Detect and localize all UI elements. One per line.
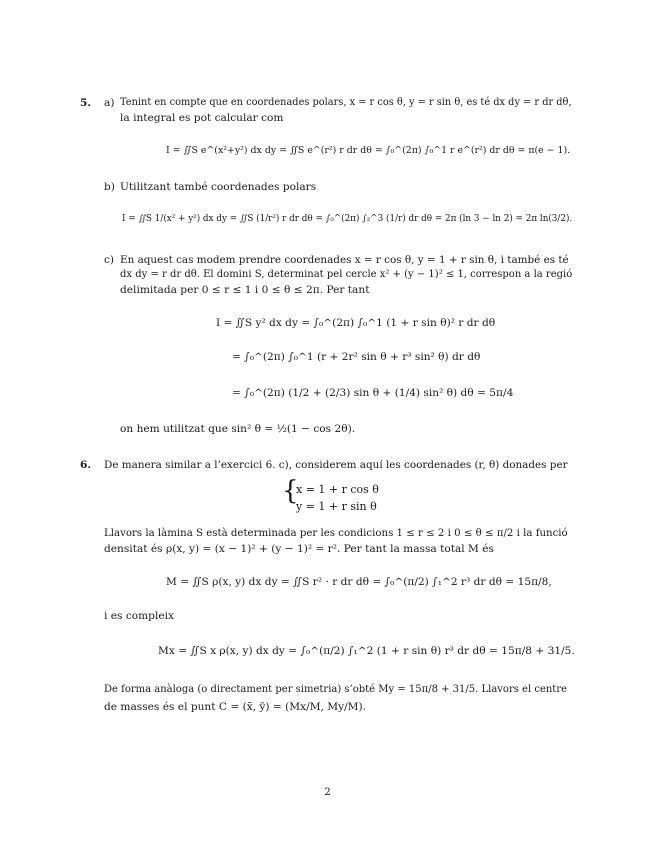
part-a-line-2: la integral es pot calcular com — [120, 112, 284, 124]
part-c-equation-2: = ∫₀^(2π) ∫₀^1 (r + 2r² sin θ + r³ sin² θ) dr dθ — [232, 351, 481, 363]
part-c-equation-1: I = ∬S y² dx dy = ∫₀^(2π) ∫₀^1 (1 + r sin θ)² r dr dθ — [216, 317, 496, 329]
part-c-note: on hem utilitzat que sin² θ = ½(1 − cos 2θ). — [120, 423, 356, 435]
page-number: 2 — [324, 786, 331, 798]
system-brace: { — [282, 476, 299, 506]
exercise-6-number: 6. — [80, 459, 92, 471]
system-equation-y: y = 1 + r sin θ — [296, 500, 377, 513]
part-b-line-1: Utilitzant també coordenades polars — [120, 181, 317, 193]
part-c-line-1: En aquest cas modem prendre coordenades x = r cos θ, y = 1 + r sin θ, i també es té — [120, 254, 569, 266]
part-a-label: a) — [104, 97, 115, 109]
part-c-line-3: delimitada per 0 ≤ r ≤ 1 i 0 ≤ θ ≤ 2π. Per tant — [120, 284, 370, 296]
part-b-label: b) — [104, 181, 115, 193]
exercise-5-number: 5. — [80, 97, 92, 109]
moment-x-equation: Mx = ∬S x ρ(x, y) dx dy = ∫₀^(π/2) ∫₁^2 (1 + r sin θ) r³ dr dθ = 15π/8 + 31/5. — [158, 645, 575, 657]
part-c-label: c) — [104, 254, 115, 266]
ex6-line-3: densitat és ρ(x, y) = (x − 1)² + (y − 1)² = r². Per tant la massa total M és — [104, 543, 494, 555]
ex6-line-4: i es compleix — [104, 610, 174, 622]
ex6-line-6: de masses és el punt C = (x̄, ȳ) = (Mx/M, My/M). — [104, 701, 367, 713]
ex6-line-1: De manera similar a l’exercici 6. c), considerem aquí les coordenades (r, θ) donades per — [104, 459, 568, 471]
mass-equation: M = ∬S ρ(x, y) dx dy = ∬S r² · r dr dθ = ∫₀^(π/2) ∫₁^2 r³ dr dθ = 15π/8, — [166, 576, 552, 588]
part-c-line-2: dx dy = r dr dθ. El domini S, determinat pel cercle x² + (y − 1)² ≤ 1, correspon a la regió — [120, 269, 573, 280]
part-b-equation: I = ∬S 1/(x² + y²) dx dy = ∬S (1/r²) r dr dθ = ∫₀^(2π) ∫₂^3 (1/r) dr dθ = 2π (ln 3 − ln 2) = 2π ln(3/2). — [122, 214, 573, 224]
ex6-line-2: Llavors la làmina S està determinada per les condicions 1 ≤ r ≤ 2 i 0 ≤ θ ≤ π/2 i la funció — [104, 528, 568, 539]
system-equation-x: x = 1 + r cos θ — [296, 483, 379, 496]
part-a-equation: I = ∬S e^(x²+y²) dx dy = ∬S e^(r²) r dr dθ = ∫₀^(2π) ∫₀^1 r e^(r²) dr dθ = π(e − 1). — [166, 145, 571, 156]
ex6-line-5: De forma anàloga (o directament per simetria) s’obté My = 15π/8 + 31/5. Llavors el centre — [104, 684, 568, 695]
part-c-equation-3: = ∫₀^(2π) (1/2 + (2/3) sin θ + (1/4) sin² θ) dθ = 5π/4 — [232, 387, 514, 399]
part-a-line-1: Tenint en compte que en coordenades polars, x = r cos θ, y = r sin θ, es té dx dy = r dr dθ, — [120, 97, 572, 108]
